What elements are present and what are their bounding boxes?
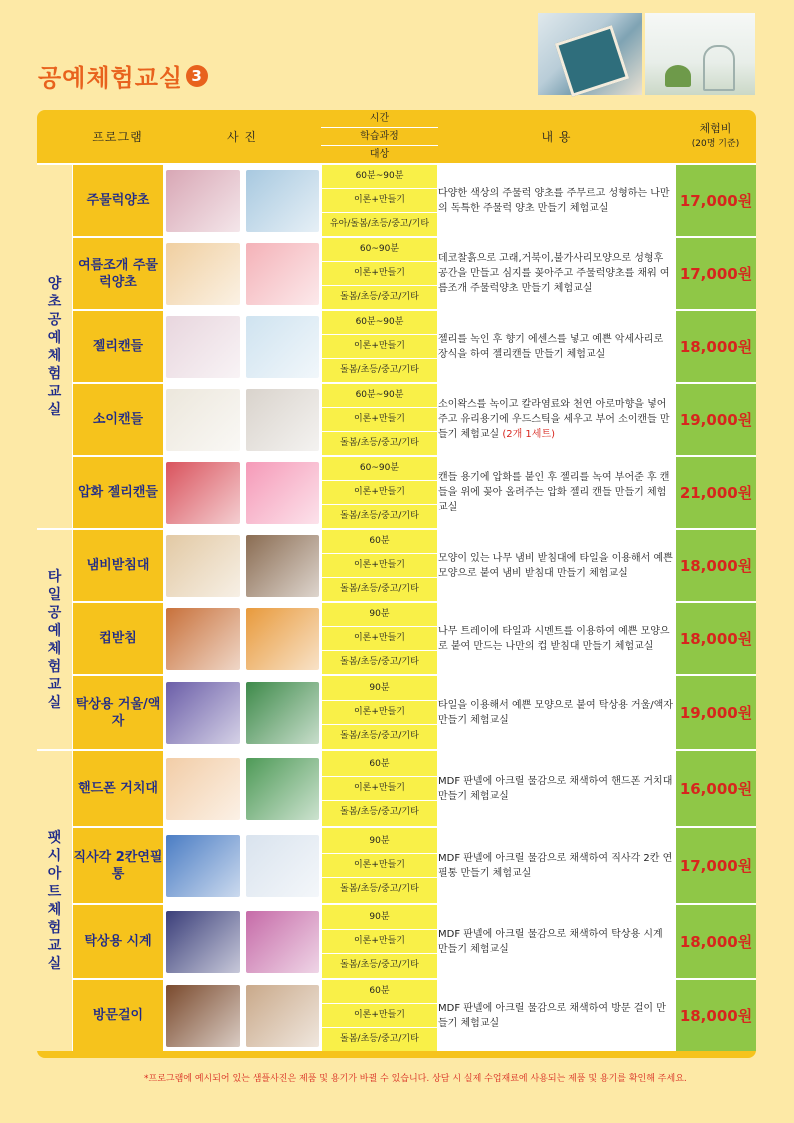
program-price: 16,000원 [675,749,756,826]
program-course: 이론+만들기 [322,189,437,213]
table-row [37,749,756,826]
program-meta [321,978,438,1051]
sample-photo [166,243,240,305]
program-price: 18,000원 [675,978,756,1051]
program-time: 60~90분 [322,238,437,262]
program-meta [321,382,438,455]
program-photos [163,528,321,601]
table-row [37,978,756,1051]
header-time-course-target [321,110,438,163]
sample-photo [246,535,320,597]
table-row [37,163,756,236]
program-meta [321,528,438,601]
program-target: 돌봄/초등/중고/기타 [340,1034,419,1044]
program-description [438,236,675,309]
program-table [37,110,756,1051]
program-description [438,163,675,236]
program-price: 19,000원 [675,674,756,749]
program-description [438,674,675,749]
program-photos [163,601,321,674]
program-name: 방문걸이 [72,978,163,1051]
header-time: 시간 [321,110,438,128]
program-meta [321,826,438,903]
header-fee-note: (20명 기준) [691,139,740,149]
program-target: 돌봄/초등/중고/기타 [340,657,419,667]
sample-photo [166,316,240,378]
program-description [438,749,675,826]
program-course: 이론+만들기 [322,408,437,432]
program-name: 컵받침 [72,601,163,674]
program-photos [163,236,321,309]
program-description-text: 캔들 용기에 압화를 붙인 후 젤리를 녹여 부어준 후 캔들을 위에 꽂아 올려주는 압화 젤리 캔들 만들기 체험교실 [438,472,670,513]
table-row [37,382,756,455]
program-description-text: MDF 판넬에 아크릴 물감으로 채색하여 방문 걸이 만들기 체험교실 [438,1002,666,1029]
program-description-text: 나무 트레이에 타일과 시멘트를 이용하여 예쁜 모양으로 붙여 만드는 나만의 컵 받침대 만들기 체험교실 [438,625,670,652]
program-name: 압화 젤리캔들 [72,455,163,528]
program-course: 이론+만들기 [322,1004,437,1028]
program-meta [321,309,438,382]
table-body [37,163,756,1051]
program-price: 17,000원 [675,236,756,309]
page-title-text: 공예체험교실 [38,64,184,92]
program-description-note: (2개 1세트) [502,429,556,440]
program-name: 직사각 2칸연필통 [72,826,163,903]
table-row [37,236,756,309]
table-row [37,528,756,601]
program-time: 90분 [322,603,437,627]
program-time: 60분 [322,530,437,554]
program-course: 이론+만들기 [322,335,437,359]
header-photos [538,13,755,95]
program-description [438,309,675,382]
program-photos [163,826,321,903]
table-row [37,674,756,749]
program-photos [163,978,321,1051]
program-price: 19,000원 [675,382,756,455]
program-target: 돌봄/초등/중고/기타 [340,960,419,970]
program-time: 90분 [322,906,437,930]
table-row [37,601,756,674]
title-number-badge: 3 [186,65,208,87]
sample-photo [166,835,240,897]
program-time: 60분~90분 [322,165,437,189]
program-target: 유아/돌봄/초등/중고/기타 [329,219,430,229]
category-label: 양초공예 체험교실 [47,275,62,418]
sample-photo [166,758,240,820]
sample-photo [246,608,320,670]
program-description [438,382,675,455]
program-course: 이론+만들기 [322,262,437,286]
program-meta [321,674,438,749]
program-description [438,455,675,528]
program-price: 21,000원 [675,455,756,528]
sample-photo [246,911,320,973]
category-cell [37,163,72,528]
program-course: 이론+만들기 [322,777,437,801]
sample-photo [246,985,320,1047]
table-header [37,110,756,163]
program-target: 돌봄/초등/중고/기타 [340,884,419,894]
program-photos [163,903,321,978]
program-meta [321,903,438,978]
program-name: 탁상용 시계 [72,903,163,978]
program-price: 18,000원 [675,601,756,674]
program-photos [163,674,321,749]
program-target: 돌봄/초등/중고/기타 [340,438,419,448]
program-course: 이론+만들기 [322,701,437,725]
header-photo: 사 진 [227,130,257,144]
sample-photo [166,170,240,232]
sample-photo [166,682,240,744]
program-description-text: 다양한 색상의 주물럭 양초를 주무르고 성형하는 나만의 독특한 주물럭 양초 만들기 체험교실 [438,187,670,214]
program-target: 돌봄/초등/중고/기타 [340,807,419,817]
program-time: 60~90분 [322,457,437,481]
plant-photo [645,13,755,95]
program-course: 이론+만들기 [322,627,437,651]
program-description [438,903,675,978]
program-target: 돌봄/초등/중고/기타 [340,511,419,521]
header-fee-label: 체험비 [699,122,732,135]
program-meta [321,601,438,674]
program-target: 돌봄/초등/중고/기타 [340,365,419,375]
sample-photo [166,911,240,973]
program-course: 이론+만들기 [322,481,437,505]
program-photos [163,382,321,455]
program-meta [321,749,438,826]
program-description-text: MDF 판넬에 아크릴 물감으로 채색하여 탁상용 시계 만들기 체험교실 [438,928,663,955]
program-photos [163,455,321,528]
program-time: 60분 [322,753,437,777]
program-course: 이론+만들기 [322,554,437,578]
program-name: 냄비받침대 [72,528,163,601]
table-row [37,455,756,528]
sample-photo [166,389,240,451]
table-row [37,826,756,903]
category-cell [37,528,72,749]
sample-photo [246,316,320,378]
table-row [37,903,756,978]
program-time: 60분~90분 [322,384,437,408]
program-description-text: 타일을 이용해서 예쁜 모양으로 붙여 탁상용 거울/액자 만들기 체험교실 [438,699,673,726]
program-description-text: 데코찰흙으로 고래,거북이,불가사리모양으로 성형후 공간을 만들고 심지를 꽂아주고 주물럭양초를 채워 여름조개 주물럭양초 만들기 체험교실 [438,253,670,294]
program-meta [321,163,438,236]
program-name: 탁상용 거울/액자 [72,674,163,749]
footnote: *프로그램에 예시되어 있는 샘플사진은 제품 및 용기가 바뀔 수 있습니다. 상담 시 실제 수업재료에 사용되는 제품 및 용기를 확인해 주세요. [144,1074,687,1084]
program-target: 돌봄/초등/중고/기타 [340,731,419,741]
program-target: 돌봄/초등/중고/기타 [340,584,419,594]
header-target: 대상 [369,149,390,160]
program-course: 이론+만들기 [322,930,437,954]
program-price: 18,000원 [675,309,756,382]
program-photos [163,749,321,826]
program-time: 90분 [322,830,437,854]
program-meta [321,455,438,528]
category-label: 타일 공예 체험교실 [47,568,62,711]
program-description [438,826,675,903]
program-name: 주물럭양초 [72,163,163,236]
program-photos [163,163,321,236]
sample-photo [246,243,320,305]
sample-photo [246,389,320,451]
sample-photo [246,462,320,524]
program-name: 핸드폰 거치대 [72,749,163,826]
program-name: 여름조개 주물럭양초 [72,236,163,309]
notebook-photo [538,13,642,95]
sample-photo [246,682,320,744]
program-name: 젤리캔들 [72,309,163,382]
program-name: 소이캔들 [72,382,163,455]
header-category [37,110,72,163]
category-cell [37,749,72,1051]
page-title [38,58,208,93]
table-row [37,309,756,382]
sample-photo [246,170,320,232]
program-target: 돌봄/초등/중고/기타 [340,292,419,302]
program-time: 60분~90분 [322,311,437,335]
program-description [438,601,675,674]
sample-photo [166,462,240,524]
program-description-text: 젤리를 녹인 후 향기 에센스를 넣고 예쁜 악세사리로 장식을 하여 젤리캔들 만들기 체험교실 [438,333,664,360]
program-course: 이론+만들기 [322,854,437,878]
program-price: 17,000원 [675,163,756,236]
sample-photo [246,758,320,820]
program-time: 90분 [322,677,437,701]
header-fee [675,110,756,163]
program-description-text: 모양이 있는 나무 냄비 받침대에 타일을 이용해서 예쁜 모양으로 붙여 냄비 받침대 만들기 체험교실 [438,552,673,579]
program-description-text: MDF 판넬에 아크릴 물감으로 채색하여 직사각 2칸 연필통 만들기 체험교실 [438,852,673,879]
program-price: 18,000원 [675,903,756,978]
program-meta [321,236,438,309]
header-course: 학습과정 [321,128,438,146]
sample-photo [246,835,320,897]
sample-photo [166,985,240,1047]
header-content: 내 용 [541,130,572,144]
program-description [438,978,675,1051]
program-description-text: MDF 판넬에 아크릴 물감으로 채색하여 핸드폰 거치대 만들기 체험교실 [438,775,673,802]
program-photos [163,309,321,382]
program-time: 60분 [322,980,437,1004]
program-price: 18,000원 [675,528,756,601]
program-description [438,528,675,601]
category-label: 팻시아트 체험교실 [47,830,62,972]
header-program: 프로그램 [92,130,143,144]
sample-photo [166,608,240,670]
program-price: 17,000원 [675,826,756,903]
sample-photo [166,535,240,597]
program-description-text: 소이왁스를 녹이고 칼라염료와 천연 아로마향을 넣어주고 유리용기에 우드스틱을 세우고 부어 소이캔들 만들기 체험교실 [438,399,670,440]
